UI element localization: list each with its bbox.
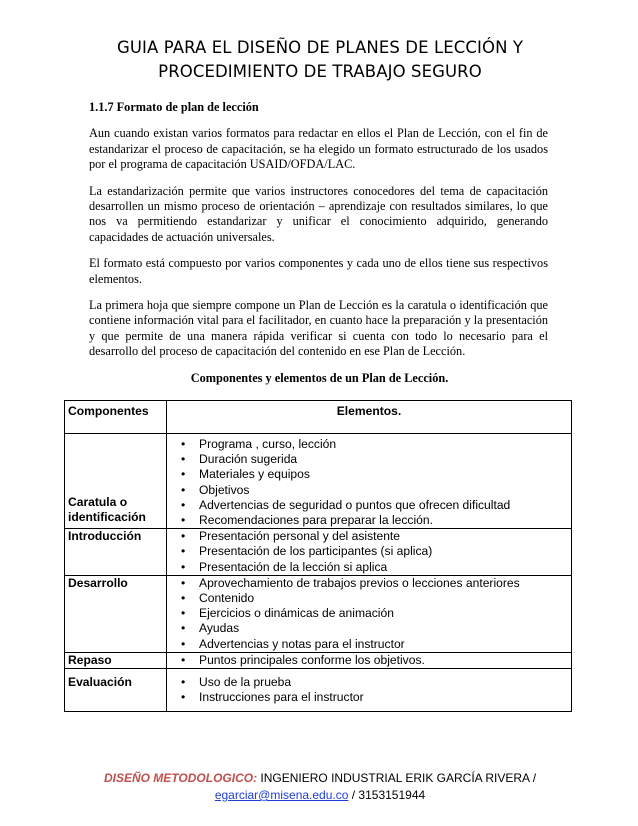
- page-header: [40, 36, 600, 84]
- bullet-icon: •: [181, 621, 186, 636]
- list-item: [170, 467, 568, 482]
- header-title-line-1: GUIA PARA EL DISEÑO DE PLANES DE LECCIÓN Y: [116, 38, 524, 57]
- bullet-icon: •: [181, 675, 186, 690]
- paragraph: La estandarización permite que varios instructores conocedores del tema de capacitación desarrollen un mismo proceso de orientación – aprendizaje con resultados similares, lo que nos va permitiendo estandarizar y unificar el conocimiento adquirido, generando capacidades de actuación universales.: [89, 183, 548, 244]
- elements-cell: [167, 434, 572, 529]
- list-item: [170, 621, 568, 636]
- footer-line-2: [40, 787, 600, 804]
- components-table: [64, 400, 572, 712]
- component-cell: Introducción: [65, 529, 167, 576]
- element-text: Contenido: [199, 591, 255, 606]
- bullet-icon: •: [181, 529, 186, 544]
- paragraph: El formato está compuesto por varios componentes y cada uno de ellos tiene sus respectivos elementos.: [89, 256, 548, 286]
- bullet-icon: •: [181, 452, 186, 467]
- list-item: [170, 653, 568, 668]
- section-title: 1.1.7 Formato de plan de lección: [89, 100, 259, 114]
- component-cell: Evaluación: [65, 669, 167, 712]
- bullet-icon: •: [181, 606, 186, 621]
- elements-cell: [167, 529, 572, 576]
- element-text: Objetivos: [199, 482, 250, 497]
- footer-phone: / 3153151944: [348, 788, 426, 802]
- element-text: Presentación de los participantes (si aplica): [199, 544, 433, 559]
- element-text: Presentación de la lección si aplica: [199, 559, 388, 574]
- bullet-icon: •: [181, 636, 186, 651]
- elements-list: [170, 675, 568, 705]
- footer-line-1: [40, 770, 600, 787]
- page-footer: [40, 770, 600, 804]
- bullet-icon: •: [181, 591, 186, 606]
- bullet-icon: •: [181, 559, 186, 574]
- elements-cell: [167, 652, 572, 668]
- header-title-line-2: PROCEDIMIENTO DE TRABAJO SEGURO: [158, 62, 482, 81]
- list-item: [170, 498, 568, 513]
- footer-label: DISEÑO METODOLOGICO:: [103, 771, 258, 785]
- elements-list: [170, 529, 568, 575]
- element-text: Advertencias y notas para el instructor: [199, 636, 405, 651]
- body-text: [89, 100, 548, 386]
- bullet-icon: •: [181, 575, 186, 590]
- bullet-icon: •: [181, 437, 186, 451]
- table-row: [65, 669, 572, 712]
- component-cell: Desarrollo: [65, 575, 167, 652]
- list-item: [170, 675, 568, 690]
- element-text: Advertencias de seguridad o puntos que ofrecen dificultad: [199, 497, 511, 512]
- header-elements: Elementos.: [167, 401, 572, 434]
- element-text: Duración sugerida: [199, 452, 298, 467]
- list-item: [170, 452, 568, 467]
- element-text: Aprovechamiento de trabajos previos o lecciones anteriores: [199, 575, 520, 590]
- table-row: [65, 652, 572, 668]
- element-text: Ayudas: [199, 621, 240, 636]
- element-text: Materiales y equipos: [199, 467, 310, 482]
- bullet-icon: •: [181, 544, 186, 559]
- element-text: Ejercicios o dinámicas de animación: [199, 606, 394, 621]
- component-cell: Repaso: [65, 652, 167, 668]
- elements-list: [170, 653, 568, 668]
- table-header-row: [65, 401, 572, 434]
- elements-list: [170, 576, 568, 652]
- list-item: [170, 437, 568, 452]
- list-item: [170, 560, 568, 575]
- list-item: [170, 591, 568, 606]
- element-text: Uso de la prueba: [199, 675, 292, 690]
- elements-cell: [167, 575, 572, 652]
- elements-cell: [167, 669, 572, 712]
- bullet-icon: •: [181, 467, 186, 482]
- table-caption: Componentes y elementos de un Plan de Lección.: [190, 370, 449, 385]
- bullet-icon: •: [181, 652, 186, 667]
- table-row: [65, 575, 572, 652]
- list-item: [170, 606, 568, 621]
- footer-email-link[interactable]: egarciar@misena.edu.co: [214, 788, 349, 802]
- bullet-icon: •: [181, 482, 186, 497]
- list-item: [170, 529, 568, 544]
- table-row: [65, 529, 572, 576]
- header-components: Componentes: [65, 401, 167, 434]
- element-text: Instrucciones para el instructor: [199, 690, 364, 705]
- bullet-icon: •: [181, 513, 186, 528]
- list-item: [170, 637, 568, 652]
- element-text: Puntos principales conforme los objetivos.: [199, 652, 425, 667]
- list-item: [170, 483, 568, 498]
- table-row: [65, 434, 572, 529]
- element-text: Presentación personal y del asistente: [199, 529, 401, 544]
- elements-list: [170, 437, 568, 528]
- element-text: Recomendaciones para preparar la lección.: [199, 513, 433, 528]
- bullet-icon: •: [181, 497, 186, 512]
- list-item: [170, 544, 568, 559]
- list-item: [170, 576, 568, 591]
- paragraph: La primera hoja que siempre compone un Plan de Lección es la caratula o identificación que contiene información vital para el facilitador, en cuanto hace la preparación y la presentación y que permite de una manera rápida verificar si cuenta con todo lo necesario para el desarrollo del proceso de capacitación del contenido en ese Plan de Lección.: [89, 298, 548, 359]
- footer-author: INGENIERO INDUSTRIAL ERIK GARCÍA RIVERA /: [257, 771, 537, 785]
- paragraph: Aun cuando existan varios formatos para redactar en ellos el Plan de Lección, con el fin de estandarizar el proceso de capacitación, se ha elegido un formato estructurado de los usados por el programa de capacitación USAID/OFDA/LAC.: [89, 126, 548, 172]
- bullet-icon: •: [181, 690, 186, 705]
- element-text: Programa , curso, lección: [199, 437, 337, 451]
- list-item: [170, 690, 568, 705]
- list-item: [170, 513, 568, 528]
- component-cell: Caratula o identificación: [65, 434, 167, 529]
